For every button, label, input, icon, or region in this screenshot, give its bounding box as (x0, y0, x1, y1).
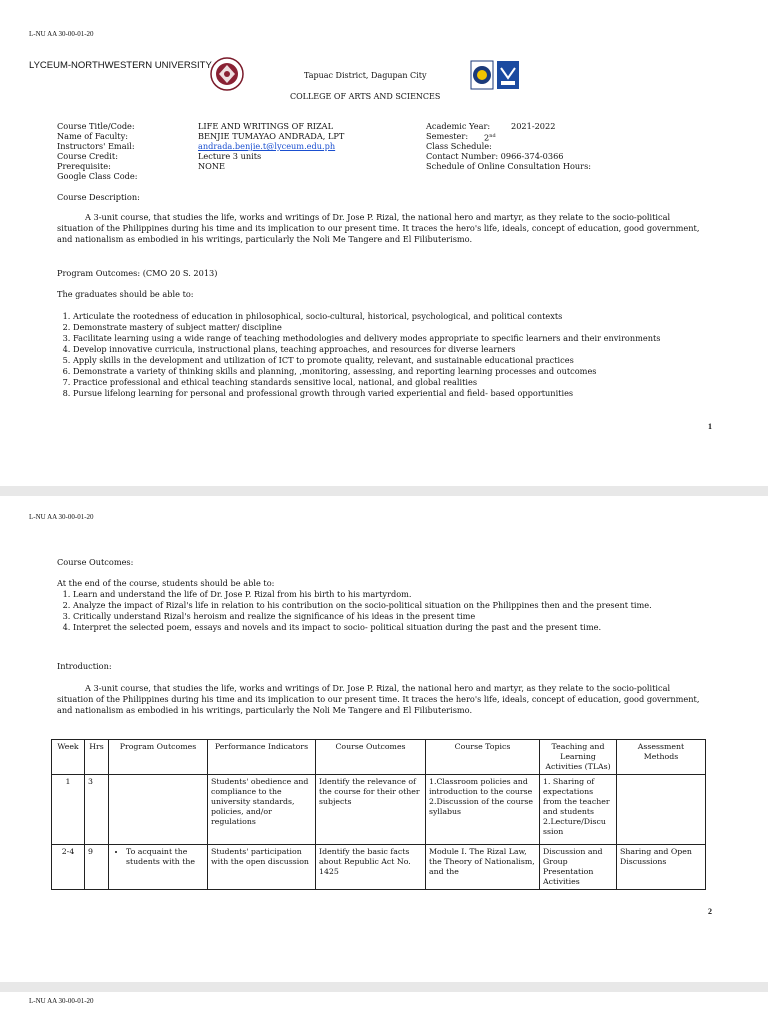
label-google-class-code: Google Class Code: (57, 171, 138, 181)
list-item: 3. Critically understand Rizal's heroism and realize the significance of his ideas in the present time (73, 611, 723, 622)
cell-course-outcomes: Identify the relevance of the course for their other subjects (316, 775, 426, 845)
cell-week: 1 (52, 775, 85, 845)
label-credit: Course Credit: (57, 151, 118, 161)
header-performance-indicators: Performance Indicators (208, 740, 316, 775)
table-row (52, 845, 706, 890)
list-item: 6. Demonstrate a variety of thinking skills and planning, ,monitoring, assessing, and reporting learning processes and outcomes (73, 366, 723, 377)
list-item: 1. Learn and understand the life of Dr. Jose P. Rizal from his birth to his martyrdom. (73, 589, 723, 600)
accreditation-logos-icon (470, 60, 520, 90)
cell-indicators: Students' obedience and compliance to the university standards, policies, and/or regulations (208, 775, 316, 845)
list-item: 7. Practice professional and ethical teaching standards sensitive local, national, and global realities (73, 377, 723, 388)
header-program-outcomes: Program Outcomes (109, 740, 208, 775)
cell-indicators: Students' participation with the open discussion (208, 845, 316, 890)
label-semester: Semester: (426, 131, 469, 141)
document-code: L-NU AA 30-00-01-20 (29, 30, 94, 38)
page-number: 2 (708, 907, 712, 916)
document-page-2 (0, 496, 768, 982)
value-semester: 2nd (484, 132, 496, 143)
program-outcomes-heading: Program Outcomes: (CMO 20 S. 2013) (57, 268, 218, 278)
document-code: L-NU AA 30-00-01-20 (29, 997, 94, 1005)
list-item: 2. Analyze the impact of Rizal's life in relation to his contribution on the socio-political situation on the Philippines then and the present time. (73, 600, 723, 611)
cell-tlas: Discussion and Group Presentation Activities (540, 845, 617, 890)
document-page-3 (0, 992, 768, 1024)
program-outcomes-list (57, 311, 723, 399)
introduction-heading: Introduction: (57, 661, 112, 671)
program-outcomes-intro: The graduates should be able to: (57, 289, 194, 299)
contact-number: Contact Number: 0966-374-0366 (426, 151, 564, 161)
cell-tlas: 1. Sharing of expectations from the teacher and students 2.Lecture/Discu ssion (540, 775, 617, 845)
list-item: 5. Apply skills in the development and utilization of ICT to promote quality, relevant, and sustainable educational practices (73, 355, 723, 366)
cell-assessment (617, 775, 706, 845)
college-address: Tapuac District, Dagupan City (304, 71, 427, 80)
list-item: 2. Demonstrate mastery of subject matter/ discipline (73, 322, 723, 333)
college-name: COLLEGE OF ARTS AND SCIENCES (290, 92, 441, 101)
syllabus-table (51, 739, 706, 890)
cell-week: 2-4 (52, 845, 85, 890)
label-prerequisite: Prerequisite: (57, 161, 111, 171)
label-consultation-hours: Schedule of Online Consultation Hours: (426, 161, 592, 171)
university-seal-icon (205, 56, 249, 92)
cell-program-outcomes (109, 775, 208, 845)
course-description-heading: Course Description: (57, 192, 140, 202)
course-outcomes-heading: Course Outcomes: (57, 557, 134, 567)
course-outcomes-list (57, 589, 723, 633)
value-course-title: LIFE AND WRITINGS OF RIZAL (198, 121, 334, 131)
label-academic-year: Academic Year: (426, 121, 491, 131)
header-course-topics: Course Topics (426, 740, 540, 775)
label-faculty: Name of Faculty: (57, 131, 128, 141)
cell-assessment: Sharing and Open Discussions (617, 845, 706, 890)
instructor-email-link[interactable]: andrada.benjie.t@lyceum.edu.ph (198, 141, 336, 151)
label-course-title: Course Title/Code: (57, 121, 135, 131)
cell-program-outcomes: • To acquaint the students with the (109, 845, 208, 890)
cell-topics: Module I. The Rizal Law, the Theory of Nationalism, and the (426, 845, 540, 890)
introduction-text: A 3-unit course, that studies the life, works and writings of Dr. Jose P. Rizal, the national hero and martyr, as they relate to the socio-political situation of the Philippines during his time and its implication to our present time. It traces the hero's life, ideals, concept of education, good government, and nationalism as embodied in his writings, particularly the Noli Me Tangere and El Filibuterismo. (57, 683, 700, 715)
label-class-schedule: Class Schedule: (426, 141, 492, 151)
page-number: 1 (708, 422, 712, 431)
list-item: 1. Articulate the rootedness of education in philosophical, socio-cultural, historical, psychological, and political contexts (73, 311, 723, 322)
document-page-1 (0, 0, 768, 486)
cell-course-outcomes: Identify the basic facts about Republic Act No. 1425 (316, 845, 426, 890)
list-item: 3. Facilitate learning using a wide range of teaching methodologies and delivery modes appropriate to specific learners and their environments (73, 333, 723, 344)
list-item: 4. Develop innovative curricula, instructional plans, teaching approaches, and resources for diverse learners (73, 344, 723, 355)
cell-hrs: 3 (85, 775, 109, 845)
cell-topics: 1.Classroom policies and introduction to the course 2.Discussion of the course syllabus (426, 775, 540, 845)
value-faculty: BENJIE TUMAYAO ANDRADA, LPT (198, 131, 345, 141)
header-week: Week (52, 740, 85, 775)
header-hrs: Hrs (85, 740, 109, 775)
university-name: LYCEUM-NORTHWESTERN UNIVERSITY (29, 60, 212, 71)
header-assessment-methods: Assessment Methods (617, 740, 706, 775)
cell-hrs: 9 (85, 845, 109, 890)
header-course-outcomes: Course Outcomes (316, 740, 426, 775)
list-item: 4. Interpret the selected poem, essays and novels and its impact to socio- political situation during the past and the present time. (73, 622, 723, 633)
value-prerequisite: NONE (198, 161, 226, 171)
header-tlas: Teaching and Learning Activities (TLAs) (540, 740, 617, 775)
label-email: Instructors' Email: (57, 141, 135, 151)
course-description-text: A 3-unit course, that studies the life, works and writings of Dr. Jose P. Rizal, the national hero and martyr, as they relate to the socio-political situation of the Philippines during his time and its implication to our present time. It traces the hero's life, ideals, concept of education, good government, and nationalism as embodied in his writings, particularly the Noli Me Tangere and El Filibuterismo. (57, 212, 700, 244)
table-row (52, 775, 706, 845)
list-item: 8. Pursue lifelong learning for personal and professional growth through varied experiential and field- based opportunities (73, 388, 723, 399)
value-academic-year: 2021-2022 (511, 121, 556, 131)
table-header-row (52, 740, 706, 775)
course-outcomes-intro: At the end of the course, students should be able to: (57, 578, 275, 588)
value-credit: Lecture 3 units (198, 151, 262, 161)
document-code: L-NU AA 30-00-01-20 (29, 513, 94, 521)
